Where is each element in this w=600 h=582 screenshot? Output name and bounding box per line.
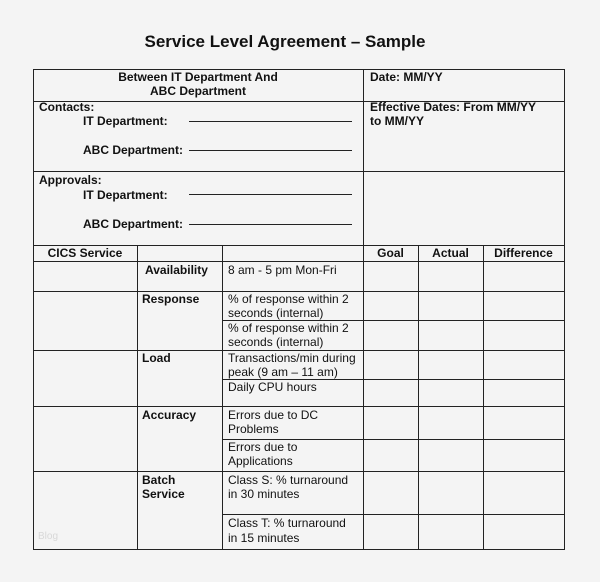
contacts-it-blank[interactable] bbox=[189, 121, 352, 122]
parties-line1: Between IT Department And bbox=[118, 70, 278, 84]
metric-batch-1-line2: in 30 minutes bbox=[228, 487, 300, 501]
parties-line2: ABC Department bbox=[149, 84, 246, 98]
approvals-it-blank[interactable] bbox=[189, 194, 352, 195]
metric-load-1-line2: peak (9 am – 11 am) bbox=[228, 365, 338, 379]
contacts-it-label: IT Department: bbox=[83, 114, 168, 128]
col-difference: Difference bbox=[494, 246, 553, 260]
metric-accuracy-2-line2: Applications bbox=[228, 454, 293, 468]
metric-accuracy-2-line1: Errors due to bbox=[228, 440, 298, 454]
col-actual: Actual bbox=[432, 246, 469, 260]
approvals-it-label: IT Department: bbox=[83, 188, 168, 202]
metric-load-1-line1: Transactions/min during bbox=[228, 351, 356, 365]
contacts-abc-label: ABC Department: bbox=[83, 143, 184, 157]
metric-accuracy-1-line2: Problems bbox=[228, 422, 279, 436]
metric-response-1-line1: % of response within 2 bbox=[228, 292, 349, 306]
effective-dates-line2: to MM/YY bbox=[370, 114, 424, 128]
metric-batch-1-line1: Class S: % turnaround bbox=[228, 473, 349, 487]
effective-dates-line1: Effective Dates: From MM/YY bbox=[370, 100, 537, 114]
category-batch-line2: Service bbox=[142, 487, 185, 501]
approvals-abc-blank[interactable] bbox=[189, 224, 352, 225]
document-title: Service Level Agreement – Sample bbox=[144, 32, 426, 51]
metric-load-2: Daily CPU hours bbox=[228, 380, 317, 394]
watermark: Blog bbox=[38, 531, 59, 542]
category-batch-line1: Batch bbox=[142, 473, 176, 487]
metric-response-2-line1: % of response within 2 bbox=[228, 321, 349, 335]
contacts-abc-blank[interactable] bbox=[189, 150, 352, 151]
metric-response-1-line2: seconds (internal) bbox=[228, 306, 324, 320]
metric-batch-2-line2: in 15 minutes bbox=[228, 531, 300, 545]
approvals-abc-label: ABC Department: bbox=[83, 217, 184, 231]
col-goal: Goal bbox=[377, 246, 404, 260]
category-accuracy: Accuracy bbox=[142, 408, 197, 422]
metric-availability: 8 am - 5 pm Mon-Fri bbox=[228, 263, 337, 277]
approvals-label: Approvals: bbox=[39, 173, 102, 187]
contacts-label: Contacts: bbox=[39, 100, 95, 114]
metric-batch-2-line1: Class T: % turnaround bbox=[228, 516, 346, 530]
date-field: Date: MM/YY bbox=[370, 70, 443, 84]
category-response: Response bbox=[142, 292, 200, 306]
category-load: Load bbox=[142, 351, 171, 365]
metric-response-2-line2: seconds (internal) bbox=[228, 335, 324, 349]
col-cics-service: CICS Service bbox=[47, 246, 123, 260]
metric-accuracy-1-line1: Errors due to DC bbox=[228, 408, 319, 422]
category-availability: Availability bbox=[145, 263, 208, 277]
